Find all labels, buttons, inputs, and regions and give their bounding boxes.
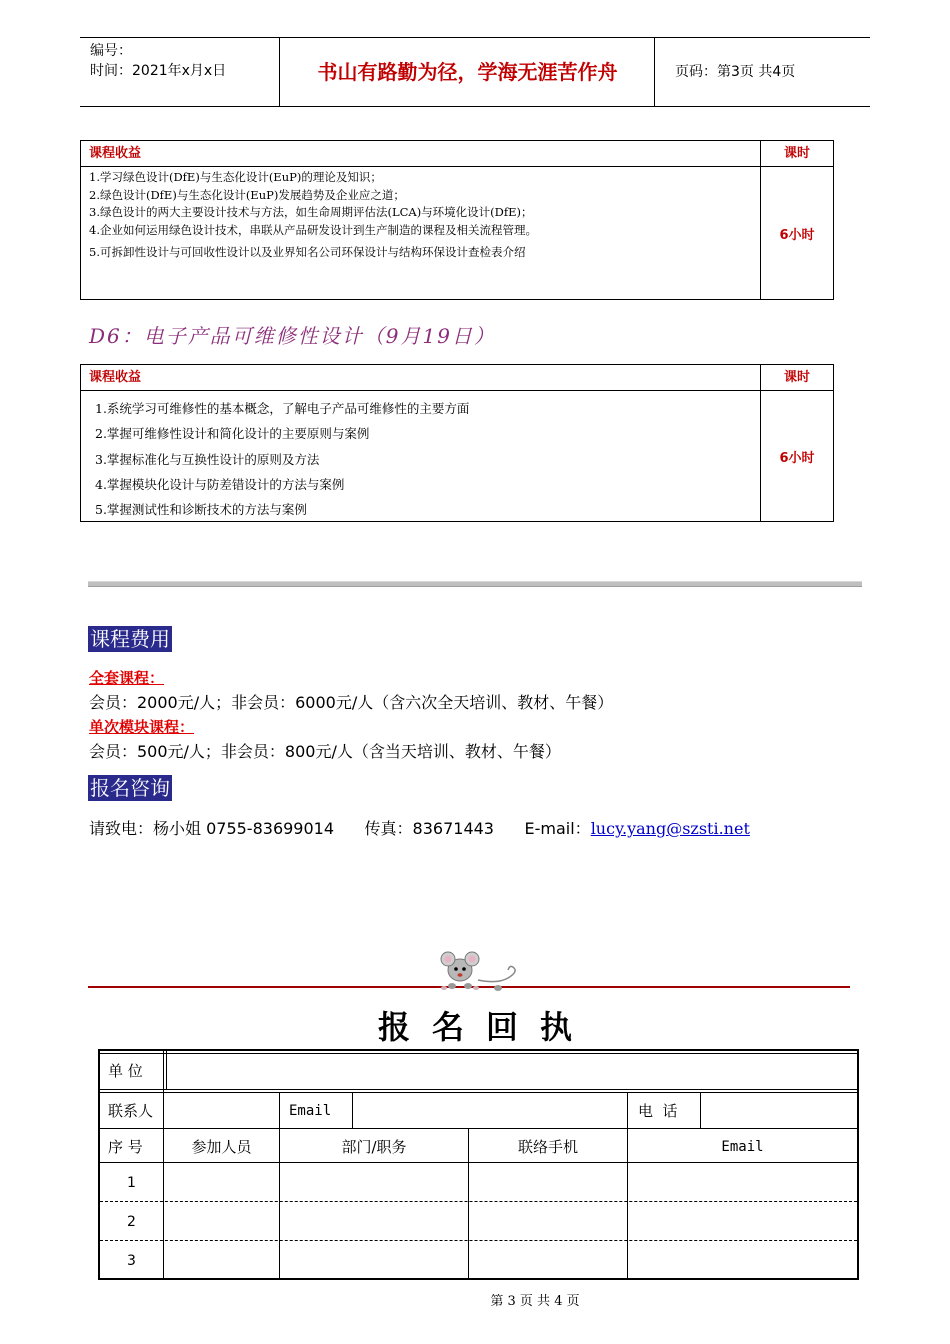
benefit-header: 课程收益 xyxy=(89,370,142,385)
contact-field[interactable] xyxy=(164,1094,278,1126)
phone-label: 电 话 xyxy=(638,1102,678,1120)
list-item: 5.掌握测试性和诊断技术的方法与案例 xyxy=(95,502,307,518)
attendee-field[interactable] xyxy=(164,1202,279,1240)
receipt-title: 报名回执 xyxy=(377,1008,594,1046)
signup-tag: 报名咨询 xyxy=(90,776,170,800)
unit-field[interactable] xyxy=(168,1055,853,1087)
benefit-header: 课程收益 xyxy=(89,146,142,161)
col-header-mobile: 联络手机 xyxy=(517,1138,578,1156)
benefit-list xyxy=(81,391,833,522)
email-link[interactable]: lucy.yang@szsti.net xyxy=(590,819,750,838)
phone-field[interactable] xyxy=(701,1094,855,1126)
attendee-field[interactable] xyxy=(164,1163,279,1201)
header-motto: 书山有路勤为径，学海无涯苦作舟 xyxy=(281,38,655,106)
list-item: 3.掌握标准化与互换性设计的原则及方法 xyxy=(95,451,320,467)
single-course-price: 会员：500元/人；非会员：800元/人（含当天培训、教材、午餐） xyxy=(89,742,561,761)
fax-text: 传真：83671443 xyxy=(364,819,494,838)
hours-value: 6小时 xyxy=(760,391,833,522)
col-header-attendee: 参加人员 xyxy=(191,1138,252,1156)
list-item: 2.绿色设计(DfE)与生态化设计(EuP)发展趋势及企业应之道； xyxy=(89,187,405,202)
table-header xyxy=(81,365,833,391)
course-benefit-table-2 xyxy=(80,364,834,522)
mobile-field[interactable] xyxy=(469,1163,627,1201)
attendee-field[interactable] xyxy=(164,1241,279,1278)
page-info-text: 页码：第3页 共4页 xyxy=(675,64,796,80)
date-label: 时间：2021年x月x日 xyxy=(90,63,227,79)
dept-field[interactable] xyxy=(280,1163,468,1201)
contact-label: 联系人 xyxy=(108,1102,154,1120)
list-item: 4.企业如何运用绿色设计技术，串联从产品研发设计到生产制造的课程及相关流程管理。 xyxy=(89,222,537,237)
attendee-email-field[interactable] xyxy=(628,1241,857,1278)
row-index: 1 xyxy=(127,1175,136,1191)
full-course-price: 会员：2000元/人；非会员：6000元/人（含六次全天培训、教材、午餐） xyxy=(89,693,614,712)
header-page-info xyxy=(665,38,870,106)
number-label: 编号： xyxy=(90,43,132,59)
hours-header: 课时 xyxy=(760,365,833,390)
dept-field[interactable] xyxy=(280,1241,468,1278)
col-header-index: 序 号 xyxy=(108,1138,143,1156)
attendee-email-field[interactable] xyxy=(628,1202,857,1240)
phone-text: 请致电：杨小姐 0755-83699014 xyxy=(89,819,335,838)
col-header-dept: 部门/职务 xyxy=(341,1138,407,1156)
benefit-list xyxy=(81,167,833,262)
contact-line xyxy=(89,816,750,839)
unit-label: 单 位 xyxy=(108,1062,143,1080)
full-course-label: 全套课程： xyxy=(89,669,165,687)
section-divider xyxy=(88,581,862,587)
email-label: Email xyxy=(289,1103,332,1119)
form-col-line xyxy=(166,1051,167,1089)
course-benefit-table-1 xyxy=(80,140,834,300)
list-item: 5.可拆卸性设计与可回收性设计以及业界知名公司环保设计与结构环保设计查检表介绍 xyxy=(89,245,526,259)
page-header xyxy=(80,37,870,107)
list-item: 3.绿色设计的两大主要设计技术与方法，如生命周期评估法(LCA)与环境化设计(DfE)； xyxy=(89,205,533,219)
row-index: 2 xyxy=(127,1214,136,1230)
fees-tag: 课程费用 xyxy=(90,627,170,651)
form-row-line xyxy=(100,1089,857,1090)
table-body xyxy=(81,391,833,522)
mobile-field[interactable] xyxy=(469,1202,627,1240)
row-index: 3 xyxy=(127,1253,136,1269)
col-header-email: Email xyxy=(721,1139,764,1155)
dept-field[interactable] xyxy=(280,1202,468,1240)
email-label: E-mail： xyxy=(524,819,591,838)
form-row-line xyxy=(100,1128,857,1129)
d6-section-title: D6：电子产品可维修性设计（9月19日） xyxy=(89,324,496,348)
email-field[interactable] xyxy=(353,1094,625,1126)
single-course-label: 单次模块课程： xyxy=(89,718,195,736)
table-header xyxy=(81,141,833,167)
registration-form xyxy=(98,1049,859,1280)
mouse-icon xyxy=(438,950,528,992)
attendee-email-field[interactable] xyxy=(628,1163,857,1201)
table-body xyxy=(81,167,833,300)
header-meta xyxy=(80,38,280,106)
hours-header: 课时 xyxy=(760,141,833,166)
form-double-border xyxy=(100,1053,857,1054)
mobile-field[interactable] xyxy=(469,1241,627,1278)
list-item: 1.学习绿色设计(DfE)与生态化设计(EuP)的理论及知识； xyxy=(89,170,382,184)
hours-value: 6小时 xyxy=(760,167,833,300)
form-row-line xyxy=(100,1092,857,1093)
list-item: 2.掌握可维修性设计和简化设计的主要原则与案例 xyxy=(95,426,370,442)
list-item: 4.掌握模块化设计与防差错设计的方法与案例 xyxy=(95,476,345,492)
page-footer: 第 3 页 共 4 页 xyxy=(490,1294,580,1309)
list-item: 1.系统学习可维修性的基本概念，了解电子产品可维修性的主要方面 xyxy=(95,401,470,416)
